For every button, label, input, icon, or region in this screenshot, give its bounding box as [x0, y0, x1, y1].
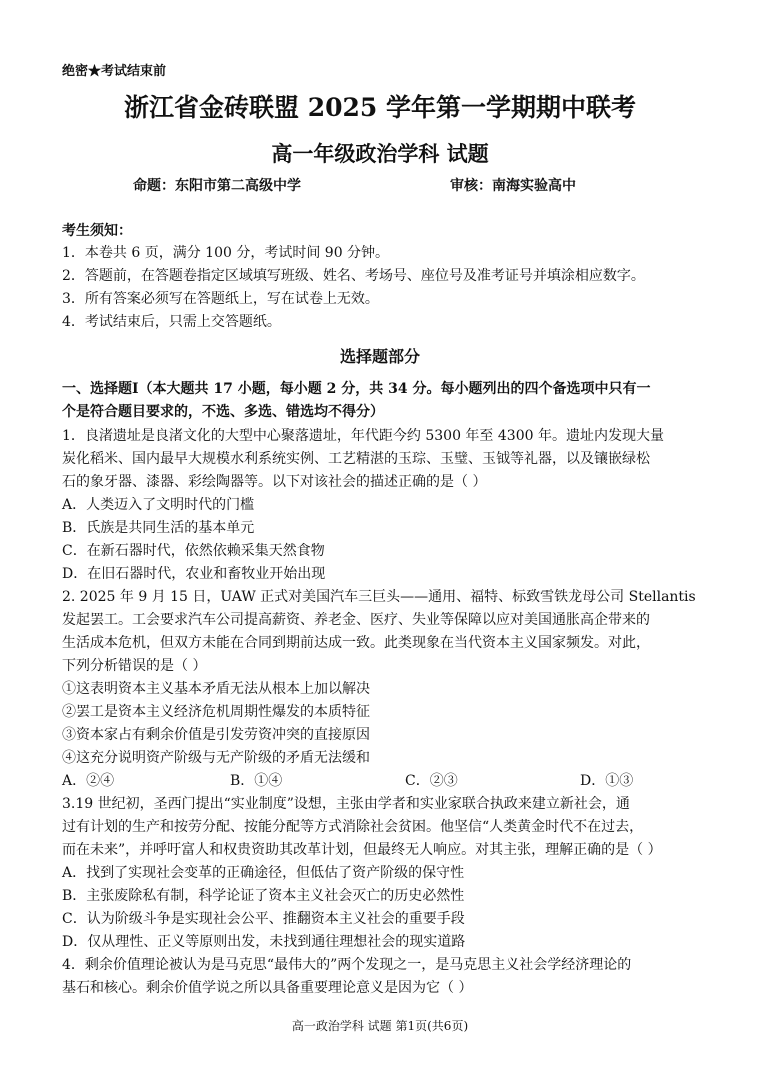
exam-subtitle: 高一年级政治学科 试题: [271, 141, 489, 166]
question-2-option-b: B．①④: [230, 773, 283, 789]
question-3-option-a: A．找到了实现社会变革的正确途径，但低估了资产阶级的保守性: [62, 865, 465, 881]
reviewer-line: 审核：南海实验高中: [450, 178, 576, 194]
question-2-stem: 生活成本危机，但双方未能在合同到期前达成一致。此类现象在当代资本主义国家频发。对此，: [62, 635, 650, 651]
page-footer: 高一政治学科 试题 第1页(共6页): [291, 1019, 469, 1033]
notice-heading: 考生须知：: [62, 223, 132, 239]
question-3-stem: 3.19 世纪初，圣西门提出“实业制度”设想，主张由学者和实业家联合执政来建立新社会，通: [62, 796, 630, 812]
question-3-option-c: C．认为阶级斗争是实现社会公平、推翻资本主义社会的重要手段: [62, 911, 465, 927]
notice-item: 1．本卷共 6 页，满分 100 分，考试时间 90 分钟。: [62, 245, 390, 261]
part-instructions: 一、选择题Ⅰ（本大题共 17 小题，每小题 2 分，共 34 分。每小题列出的四个备选项中只有一: [62, 381, 651, 397]
question-3-stem: 而在未来”，并呼吁富人和权贵资助其改革计划，但最终无人响应。对其主张，理解正确的是（ ）: [62, 842, 662, 858]
section-title: 选择题部分: [339, 347, 420, 366]
question-1-stem: 炭化稻米、国内最早大规模水利系统实例、工艺精湛的玉琮、玉璧、玉钺等礼器，以及镶嵌绿松: [62, 451, 650, 467]
notice-item: 3．所有答案必须写在答题纸上，写在试卷上无效。: [62, 291, 379, 307]
question-1-option-d: D．在旧石器时代，农业和畜牧业开始出现: [62, 566, 326, 582]
question-3-option-b: B．主张废除私有制，科学论证了资本主义社会灭亡的历史必然性: [62, 888, 465, 904]
question-2-option-a: A．②④: [62, 773, 115, 789]
exam-title: 浙江省金砖联盟 2025 学年第一学期期中联考: [124, 93, 636, 122]
question-2-statement: ④这充分说明资产阶级与无产阶级的矛盾无法缓和: [62, 750, 370, 766]
confidential-mark: 绝密★考试结束前: [62, 64, 167, 79]
notice-item: 2．答题前，在答题卷指定区域填写班级、姓名、考场号、座位号及准考证号并填涂相应数字。: [62, 268, 645, 284]
question-3-option-d: D．仅从理性、正义等原则出发，未找到通往理想社会的现实道路: [62, 934, 466, 950]
question-2-statement: ①这表明资本主义基本矛盾无法从根本上加以解决: [62, 681, 370, 697]
question-1-option-a: A．人类迈入了文明时代的门槛: [62, 497, 255, 513]
question-2-option-c: C．②③: [405, 773, 458, 789]
question-4-stem: 基石和核心。剩余价值学说之所以具备重要理论意义是因为它（ ）: [62, 980, 473, 996]
question-2-stem: 下列分析错误的是（ ）: [62, 658, 207, 674]
question-2-stem: 发起罢工。工会要求汽车公司提高薪资、养老金、医疗、失业等保障以应对美国通胀高企带来的: [62, 612, 650, 628]
question-3-stem: 过有计划的生产和按劳分配、按能分配等方式消除社会贫困。他坚信“人类黄金时代不在过去，: [62, 819, 644, 835]
part-instructions: 个是符合题目要求的，不选、多选、错选均不得分）: [62, 404, 384, 420]
question-1-stem: 1．良渚遗址是良渚文化的大型中心聚落遗址，年代距今约 5300 年至 4300 年。遗址内发现大量: [62, 428, 664, 444]
question-2-statement: ③资本家占有剩余价值是引发劳资冲突的直接原因: [62, 727, 370, 743]
notice-item: 4．考试结束后，只需上交答题纸。: [62, 314, 281, 330]
question-2-stem: 2. 2025 年 9 月 15 日，UAW 正式对美国汽车三巨头——通用、福特、标致雪铁龙母公司 Stellantis: [62, 589, 696, 605]
question-1-option-b: B．氏族是共同生活的基本单元: [62, 520, 255, 536]
question-1-option-c: C．在新石器时代，依然依赖采集天然食物: [62, 543, 325, 559]
author-line: 命题：东阳市第二高级中学: [133, 178, 301, 194]
question-1-stem: 石的象牙器、漆器、彩绘陶器等。以下对该社会的描述正确的是（ ）: [62, 474, 487, 490]
question-2-option-d: D．①③: [580, 773, 634, 789]
question-2-statement: ②罢工是资本主义经济危机周期性爆发的本质特征: [62, 704, 370, 720]
question-4-stem: 4．剩余价值理论被认为是马克思“最伟大的”两个发现之一，是马克思主义社会学经济理论的: [62, 957, 632, 973]
